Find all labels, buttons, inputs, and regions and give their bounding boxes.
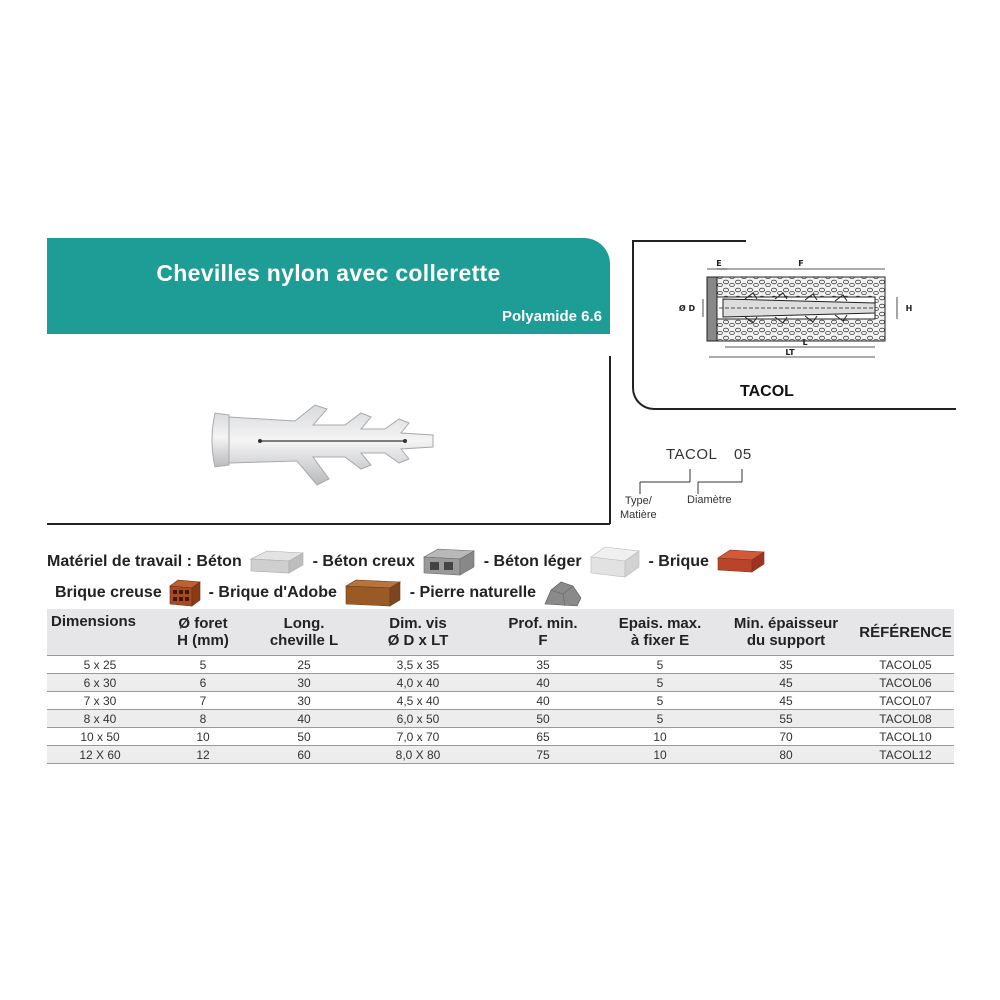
product-frame-bottom-line bbox=[47, 523, 610, 525]
material-adobe-brick: - Brique d'Adobe bbox=[208, 584, 337, 602]
cell: 10 x 50 bbox=[47, 728, 153, 746]
col-length: Long. cheville L bbox=[253, 609, 355, 656]
code-type-label: Type/ Matière bbox=[620, 495, 657, 521]
cell: 5 bbox=[605, 674, 715, 692]
header-banner bbox=[47, 238, 610, 334]
brick-icon bbox=[716, 548, 766, 576]
cell: 30 bbox=[253, 692, 355, 710]
col-min-depth: Prof. min. F bbox=[481, 609, 605, 656]
cell: 45 bbox=[715, 674, 857, 692]
cell: 80 bbox=[715, 746, 857, 764]
cell: 5 bbox=[605, 710, 715, 728]
cell: 7 x 30 bbox=[47, 692, 153, 710]
cell: 60 bbox=[253, 746, 355, 764]
spec-table bbox=[47, 609, 954, 764]
cell: 10 bbox=[153, 728, 253, 746]
cell: 40 bbox=[481, 674, 605, 692]
table-row bbox=[47, 656, 954, 674]
dim-label-e: E bbox=[716, 259, 722, 268]
page-title: Chevilles nylon avec collerette bbox=[156, 260, 501, 286]
table-header-row bbox=[47, 609, 954, 656]
cell: 10 bbox=[605, 746, 715, 764]
col-dimensions: Dimensions bbox=[47, 609, 153, 656]
cell: 45 bbox=[715, 692, 857, 710]
cell: 4,5 x 40 bbox=[355, 692, 481, 710]
cell: 35 bbox=[481, 656, 605, 674]
light-concrete-icon bbox=[589, 545, 641, 579]
dim-label-f: F bbox=[798, 259, 804, 268]
table-row bbox=[47, 746, 954, 764]
cell: TACOL07 bbox=[857, 692, 954, 710]
code-legend-lines bbox=[620, 466, 760, 496]
adobe-brick-icon bbox=[344, 578, 402, 608]
dim-label-lt: LT bbox=[785, 348, 795, 357]
cell: TACOL08 bbox=[857, 710, 954, 728]
cell: 6 bbox=[153, 674, 253, 692]
cell: TACOL06 bbox=[857, 674, 954, 692]
hollow-block-icon bbox=[422, 547, 476, 577]
cell: 40 bbox=[481, 692, 605, 710]
diagram-label: TACOL bbox=[740, 383, 794, 400]
cell: 4,0 x 40 bbox=[355, 674, 481, 692]
cell: 8 bbox=[153, 710, 253, 728]
cell: 7 bbox=[153, 692, 253, 710]
cell: TACOL05 bbox=[857, 656, 954, 674]
hollow-brick-icon bbox=[168, 578, 202, 608]
code-prefix: TACOL bbox=[666, 446, 718, 463]
cell: 55 bbox=[715, 710, 857, 728]
cell: 3,5 x 35 bbox=[355, 656, 481, 674]
col-reference: RÉFÉRENCE bbox=[857, 609, 954, 656]
cell: 12 X 60 bbox=[47, 746, 153, 764]
cell: 6,0 x 50 bbox=[355, 710, 481, 728]
material-subtitle: Polyamide 6.6 bbox=[501, 308, 602, 325]
material-natural-stone: - Pierre naturelle bbox=[409, 584, 537, 602]
cell: 6 x 30 bbox=[47, 674, 153, 692]
col-drill-diameter: Ø foret H (mm) bbox=[153, 609, 253, 656]
cell: 30 bbox=[253, 674, 355, 692]
material-hollow-brick: Brique creuse bbox=[55, 584, 162, 602]
cell: 10 bbox=[605, 728, 715, 746]
cell: 5 bbox=[605, 692, 715, 710]
materials-row-2 bbox=[55, 578, 585, 608]
cell: 5 bbox=[605, 656, 715, 674]
dim-label-l: L bbox=[802, 338, 808, 347]
nylon-anchor-image bbox=[205, 395, 445, 510]
col-min-support: Min. épaisseur du support bbox=[715, 609, 857, 656]
material-brick: - Brique bbox=[648, 553, 709, 571]
material-hollow-concrete: - Béton creux bbox=[312, 553, 415, 571]
table-row bbox=[47, 728, 954, 746]
cell: 8 x 40 bbox=[47, 710, 153, 728]
dim-label-od: Ø D bbox=[678, 304, 696, 313]
cell: 5 x 25 bbox=[47, 656, 153, 674]
cell: 8,0 X 80 bbox=[355, 746, 481, 764]
anchor-cross-section-diagram bbox=[675, 255, 925, 365]
product-frame-right-line bbox=[609, 356, 611, 524]
cell: 40 bbox=[253, 710, 355, 728]
cell: 7,0 x 70 bbox=[355, 728, 481, 746]
table-row bbox=[47, 692, 954, 710]
natural-stone-icon bbox=[543, 578, 583, 608]
col-screw-dim: Dim. vis Ø D x LT bbox=[355, 609, 481, 656]
cell: 5 bbox=[153, 656, 253, 674]
table-row bbox=[47, 710, 954, 728]
cell: 65 bbox=[481, 728, 605, 746]
concrete-block-icon bbox=[249, 549, 305, 575]
code-diameter-label: Diamètre bbox=[687, 494, 732, 506]
col-max-thickness: Epais. max. à fixer E bbox=[605, 609, 715, 656]
materials-row-1 bbox=[47, 545, 769, 579]
cell: TACOL10 bbox=[857, 728, 954, 746]
cell: 25 bbox=[253, 656, 355, 674]
cell: 70 bbox=[715, 728, 857, 746]
code-suffix: 05 bbox=[734, 446, 752, 463]
material-light-concrete: - Béton léger bbox=[483, 553, 582, 571]
cell: 12 bbox=[153, 746, 253, 764]
dim-label-h: H bbox=[905, 304, 913, 313]
cell: 75 bbox=[481, 746, 605, 764]
cell: TACOL12 bbox=[857, 746, 954, 764]
table-row bbox=[47, 674, 954, 692]
cell: 50 bbox=[481, 710, 605, 728]
materials-intro: Matériel de travail : Béton bbox=[47, 553, 242, 571]
cell: 50 bbox=[253, 728, 355, 746]
cell: 35 bbox=[715, 656, 857, 674]
